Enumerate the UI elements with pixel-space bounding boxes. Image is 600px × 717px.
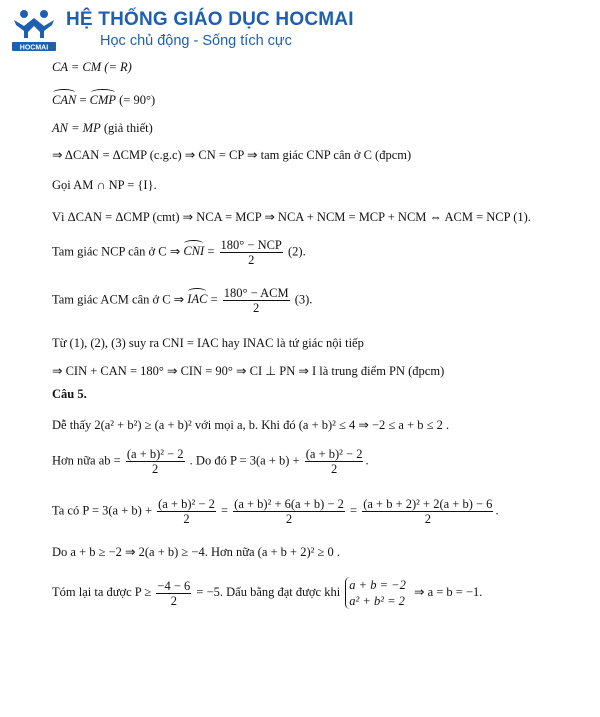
line-8: Tam giác ACM cân ở C ⇒ IAC = $\frac{\text{180° − ACM}}{2}$ (3). (52, 286, 313, 315)
line-11: Dễ thấy 2(a² + b²) ≥ (a + b)² với mọi a, b. Khi đó (a + b)² ≤ 4 ⇒ −2 ≤ a + b ≤ 2 . (52, 418, 450, 432)
line-10: ⇒ CIN + CAN = 180° ⇒ CIN = 90° ⇒ CI ⊥ PN ⇒ I là trung điểm PN (đpcm) (52, 364, 445, 378)
cau-5-heading: Câu 5. (52, 387, 87, 401)
line-3: AN = MP (giả thiết) (52, 121, 153, 135)
hocmai-logo-icon (10, 8, 58, 52)
line-12: Hơn nữa ab = $\frac{\text{(a + b)² − 2}}{2}$ . Do đó P = 3(a + b) + $\frac{\text{(a + b)² − 2}}{2}$ . (52, 447, 369, 476)
line-4: ⇒ ΔCAN = ΔCMP (c.g.c) ⇒ CN = CP ⇒ tam giác CNP cân ở C (đpcm) (52, 148, 412, 162)
brand-slogan: Học chủ động - Sống tích cực (100, 33, 292, 49)
line-15: Tóm lại ta được P ≥ $\frac{-4 - 6}{2}$ = −5. Dấu bằng đạt được khi a + b = −2 a² + b² = 2 ⇒ a = b = −1. (52, 578, 483, 608)
line-9: Từ (1), (2), (3) suy ra CNI = IAC hay INAC là tứ giác nội tiếp (52, 336, 364, 350)
brand-title: HỆ THỐNG GIÁO DỤC HOCMAI (66, 9, 354, 30)
logo-text: HOCMAI (19, 44, 49, 52)
line-7: Tam giác NCP cân ở C ⇒ CNI = $\frac{\text{180° − NCP}}{2}$ (2). (52, 238, 306, 267)
line-13: Ta có P = 3(a + b) + $\frac{\text{(a + b)² − 2}}{2}$ = $\frac{\text{(a + b)² + 6(a + b) − 2}}{2}$ = $\frac{\text{(a + b + 2)² + 2(a + b) − 6}}{2}$ . (52, 497, 499, 526)
line-5: Gọi AM ∩ NP = {I}. (52, 178, 157, 192)
line-6: Vì ΔCAN = ΔCMP (cmt) ⇒ NCA = MCP ⇒ NCA + NCM = MCP + NCM ⇔ ACM = NCP (1). (52, 210, 531, 224)
line-1: CA = CM (= R) (52, 60, 132, 74)
line-14: Do a + b ≥ −2 ⇒ 2(a + b) ≥ −4. Hơn nữa (a + b + 2)² ≥ 0 . (52, 545, 341, 559)
line-2: CAN = CMP (= 90°) (52, 93, 156, 107)
